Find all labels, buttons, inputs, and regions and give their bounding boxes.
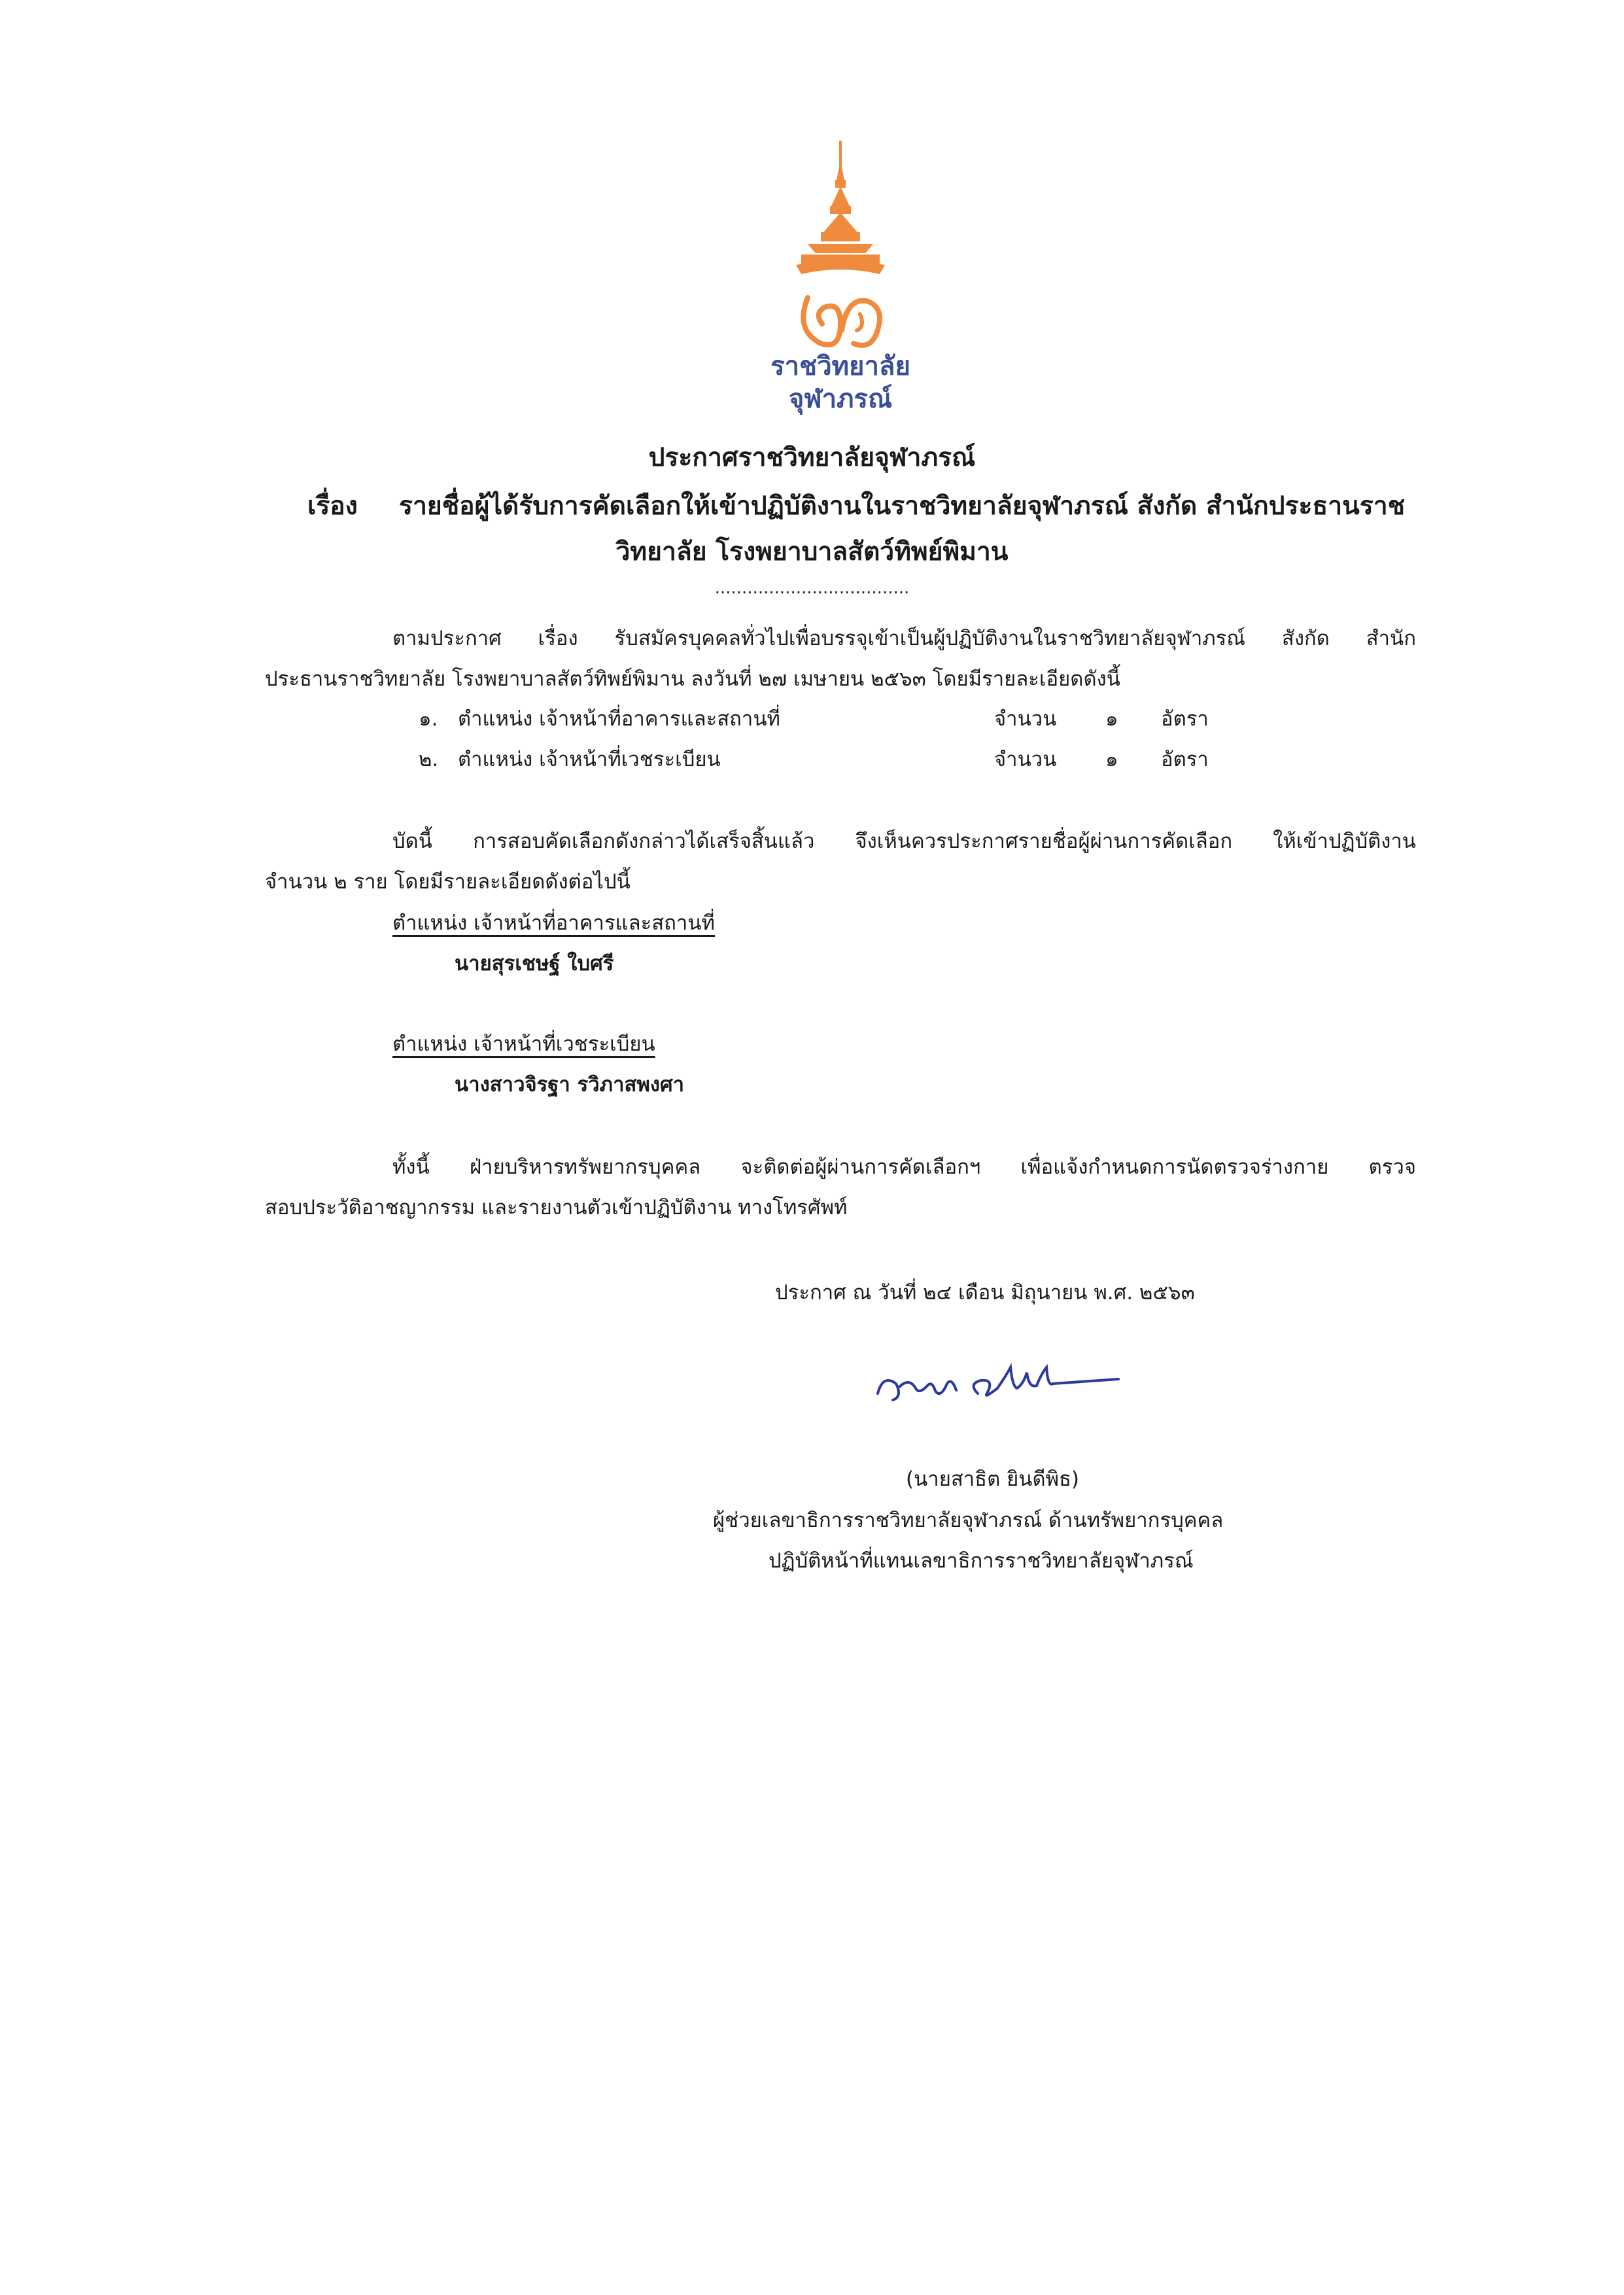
position-1-count-label: จำนวน [994, 707, 1057, 731]
signatory-title-2: ปฏิบัติหน้าที่แทนเลขาธิการราชวิทยาลัยจุฬาภรณ์ [769, 1549, 1194, 1573]
result-line-2: จำนวน ๒ ราย โดยมีรายละเอียดดังต่อไปนี้ [265, 870, 631, 894]
result-line-1: บัดนี้ การสอบคัดเลือกดังกล่าวได้เสร็จสิ้นแล้ว จึงเห็นควรประกาศรายชื่อผู้ผ่านการคัดเลือก ให้เข้าปฏิบัติงาน [392, 830, 1416, 853]
separator-dots: .................................... [714, 578, 910, 598]
position-2-unit: อัตรา [1161, 748, 1209, 771]
signatory-name: (นายสาธิต ยินดีพิธ) [906, 1467, 1080, 1491]
selected-1-position: ตำแหน่ง เจ้าหน้าที่อาคารและสถานที่ [392, 911, 715, 935]
position-2-title: ตำแหน่ง เจ้าหน้าที่เวชระเบียน [458, 748, 721, 771]
position-1-unit: อัตรา [1161, 707, 1209, 731]
position-2-number: ๒. [419, 748, 439, 771]
signatory-title-1: ผู้ช่วยเลขาธิการราชวิทยาลัยจุฬาภรณ์ ด้านทรัพยากรบุคคล [713, 1509, 1224, 1532]
position-2-count: ๑ [1105, 748, 1118, 771]
position-1-title: ตำแหน่ง เจ้าหน้าที่อาคารและสถานที่ [458, 707, 780, 731]
position-1-count: ๑ [1105, 707, 1118, 731]
handwritten-signature [870, 1348, 1132, 1420]
intro-line-1: ตามประกาศ เรื่อง รับสมัครบุคคลทั่วไปเพื่อบรรจุเข้าเป็นผู้ปฏิบัติงานในราชวิทยาลัยจุฬาภรณ์ สังกัด สำนัก [392, 627, 1416, 650]
selected-2-name: นางสาวจิรฐา รวิภาสพงศา [455, 1073, 685, 1096]
selected-1-name: นายสุรเชษฐ์ ใบศรี [455, 952, 614, 975]
subject-line-1: รายชื่อผู้ได้รับการคัดเลือกให้เข้าปฏิบัติงานในราชวิทยาลัยจุฬาภรณ์ สังกัด สำนักประธานราช [399, 491, 1406, 521]
note-line-1: ทั้งนี้ ฝ่ายบริหารทรัพยากรบุคคล จะติดต่อผู้ผ่านการคัดเลือกฯ เพื่อแจ้งกำหนดการนัดตรวจร่างกาย ตรวจ [392, 1155, 1416, 1179]
selected-2-position: ตำแหน่ง เจ้าหน้าที่เวชระเบียน [392, 1032, 655, 1056]
royal-college-emblem-icon [782, 134, 899, 370]
emblem-name-line2: จุฬาภรณ์ [788, 384, 893, 414]
position-2-count-label: จำนวน [994, 748, 1057, 771]
announcement-date: ประกาศ ณ วันที่ ๒๔ เดือน มิถุนายน พ.ศ. ๒๕๖๓ [775, 1281, 1195, 1305]
position-1-number: ๑. [419, 707, 438, 731]
announcement-title: ประกาศราชวิทยาลัยจุฬาภรณ์ [648, 443, 976, 472]
emblem-name-line1: ราชวิทยาลัย [770, 351, 910, 381]
note-line-2: สอบประวัติอาชญากรรม และรายงานตัวเข้าปฏิบัติงาน ทางโทรศัพท์ [265, 1196, 848, 1219]
subject-line-2: วิทยาลัย โรงพยาบาลสัตว์ทิพย์พิมาน [615, 537, 1009, 567]
intro-line-2: ประธานราชวิทยาลัย โรงพยาบาลสัตว์ทิพย์พิมาน ลงวันที่ ๒๗ เมษายน ๒๕๖๓ โดยมีรายละเอียดดังนี้ [265, 667, 1120, 691]
subject-label: เรื่อง [307, 491, 358, 521]
